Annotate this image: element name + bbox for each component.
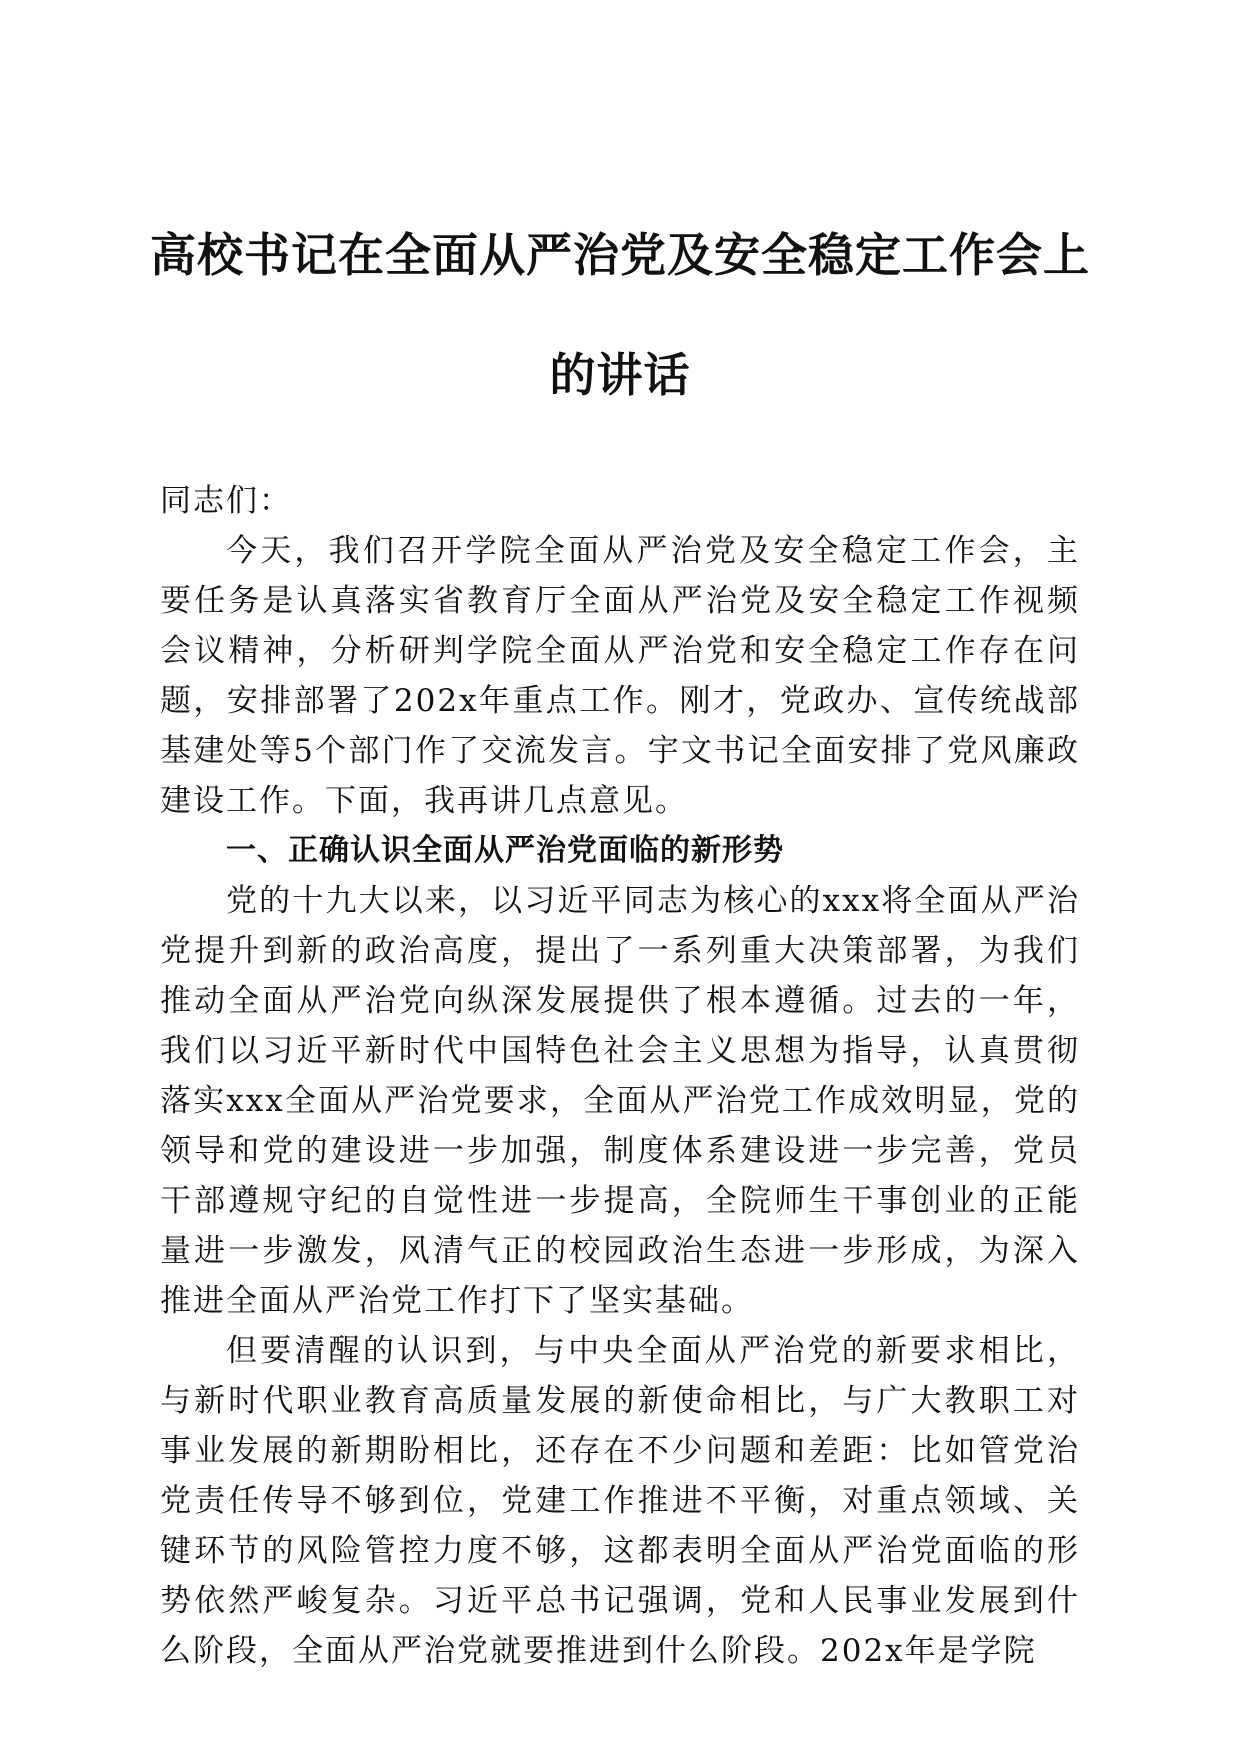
paragraph-situation: 党的十九大以来，以习近平同志为核心的xxx将全面从严治党提升到新的政治高度，提出了一系列重大决策部署，为我们推动全面从严治党向纵深发展提供了根本遵循。过去的一年，我们以习近平新时代中国特色社会主义思想为指导，认真贯彻落实xxx全面从严治党要求，全面从严治党工作成效明显，党的领导和党的建设进一步加强，制度体系建设进一步完善，党员干部遵规守纪的自觉性进一步提高，全院师生干事创业的正能量进一步激发，风清气正的校园政治生态进一步形成，为深入推进全面从严治党工作打下了坚实基础。 [160, 883, 1080, 1319]
salutation: 同志们： [160, 483, 292, 519]
document-title-line-1: 高校书记在全面从严治党及安全稳定工作会上 [150, 228, 1090, 282]
paragraph-problems: 但要清醒的认识到，与中央全面从严治党的新要求相比，与新时代职业教育高质量发展的新使命相比，与广大教职工对事业发展的新期盼相比，还存在不少问题和差距：比如管党治党责任传导不够到位，党建工作推进不平衡，对重点领域、关键环节的风险管控力度不够，这都表明全面从严治党面临的形势依然严峻复杂。习近平总书记强调，党和人民事业发展到什么阶段，全面从严治党就要推进到什么阶段。202x年是学院 [160, 1333, 1080, 1669]
section-heading-1: 一、正确认识全面从严治党面临的新形势 [226, 833, 784, 868]
document-title-line-2: 的讲话 [549, 348, 691, 402]
document-body [160, 476, 1080, 1676]
paragraph-opening: 今天，我们召开学院全面从严治党及安全稳定工作会，主要任务是认真落实省教育厅全面从严治党及安全稳定工作视频会议精神，分析研判学院全面从严治党和安全稳定工作存在问题，安排部署了202x年重点工作。刚才，党政办、宣传统战部基建处等5个部门作了交流发言。宇文书记全面安排了党风廉政建设工作。下面，我再讲几点意见。 [160, 533, 1080, 819]
